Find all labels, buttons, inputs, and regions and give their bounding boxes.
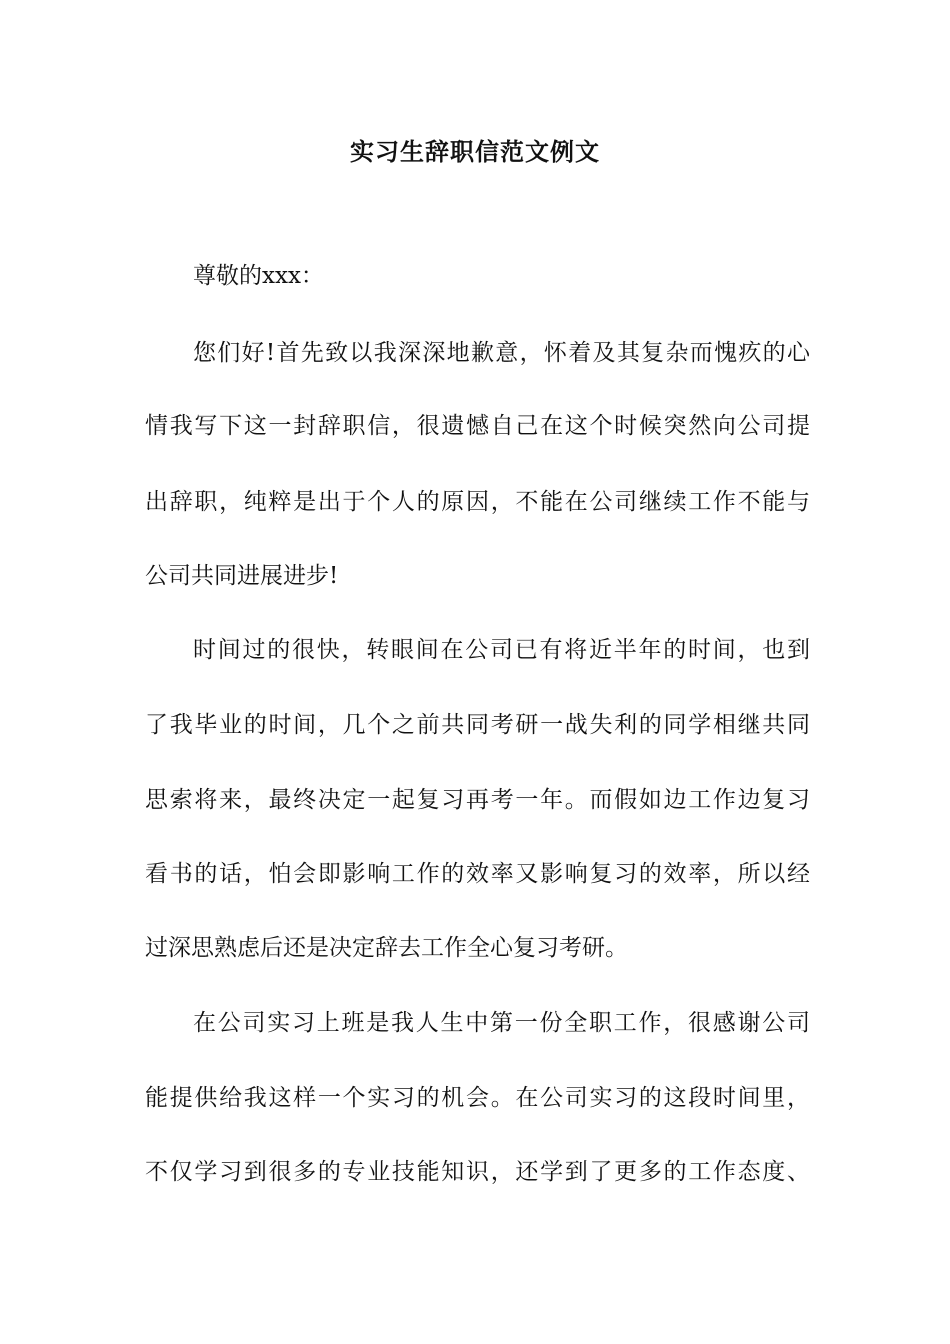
paragraph-2-line-1: 时间过的很快，转眼间在公司已有将近半年的时间，也到 [193,637,810,663]
paragraph-1-line-4: 公司共同进展进步! [145,563,339,589]
paragraph-2-line-2: 了我毕业的时间，几个之前共同考研一战失利的同学相继共同 [145,712,810,738]
paragraph-3-line-1: 在公司实习上班是我人生中第一份全职工作，很感谢公司 [193,1010,810,1036]
paragraph-1-line-1: 您们好!首先致以我深深地歉意，怀着及其复杂而愧疚的心 [193,340,810,366]
paragraph-1-line-3: 出辞职，纯粹是出于个人的原因，不能在公司继续工作不能与 [145,489,810,515]
paragraph-2-line-5: 过深思熟虑后还是决定辞去工作全心复习考研。 [145,935,628,961]
salutation: 尊敬的xxx： [193,263,324,289]
paragraph-2-line-4: 看书的话，怕会即影响工作的效率又影响复习的效率，所以经 [145,861,810,887]
document-title: 实习生辞职信范文例文 [350,137,600,166]
paragraph-1-line-2: 情我写下这一封辞职信，很遗憾自己在这个时候突然向公司提 [145,413,810,439]
paragraph-2-line-3: 思索将来，最终决定一起复习再考一年。而假如边工作边复习 [145,787,810,813]
paragraph-3-line-3: 不仅学习到很多的专业技能知识，还学到了更多的工作态度、 [145,1159,810,1185]
paragraph-3-line-2: 能提供给我这样一个实习的机会。在公司实习的这段时间里， [145,1085,810,1111]
